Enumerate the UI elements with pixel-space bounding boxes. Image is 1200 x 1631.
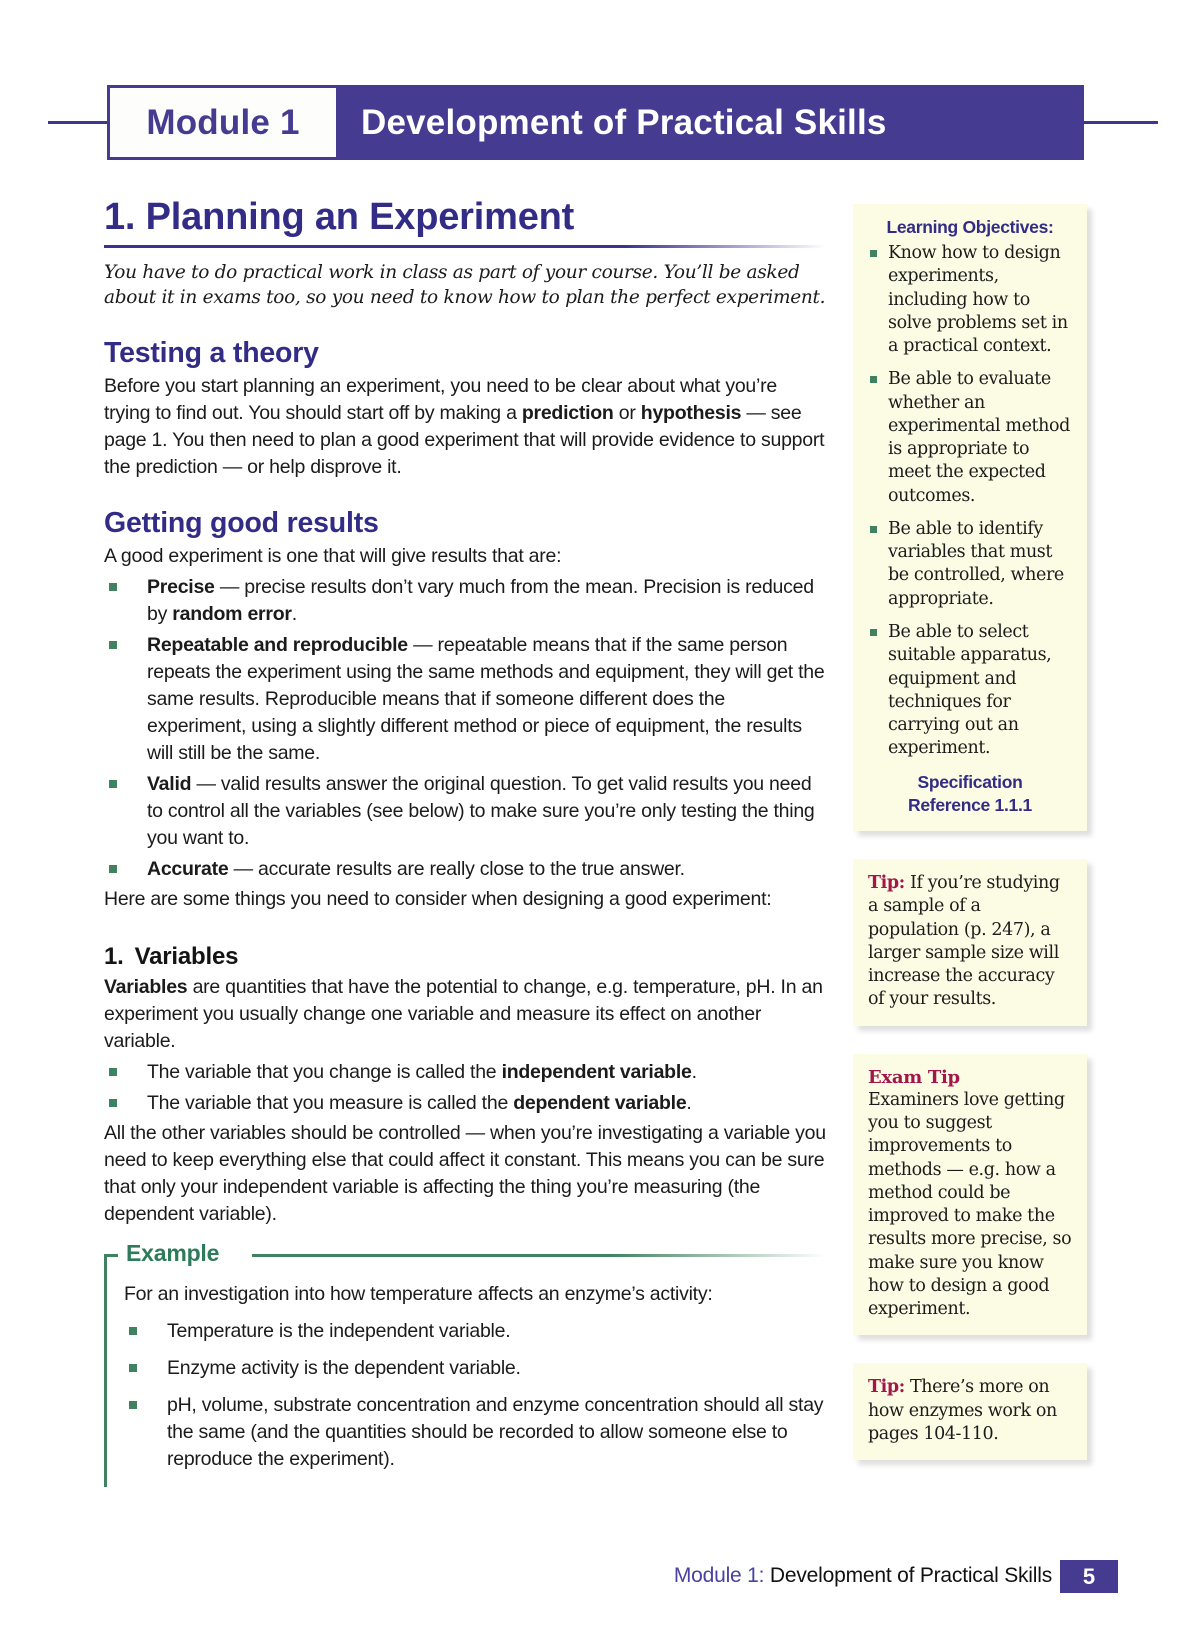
tip-label: Tip: bbox=[868, 873, 905, 894]
list-item: The variable that you measure is called the dependent variable. bbox=[104, 1090, 826, 1117]
exam-tip-heading: Exam Tip bbox=[868, 1066, 960, 1088]
list-item: Precise — precise results don’t vary much from the mean. Precision is reduced by random error. bbox=[104, 574, 826, 628]
example-box-left-border bbox=[104, 1254, 107, 1487]
example-box-header bbox=[104, 1239, 826, 1270]
square-bullet-icon bbox=[129, 1327, 137, 1335]
list-item: The variable that you change is called the independent variable. bbox=[104, 1059, 826, 1086]
page-title-underline bbox=[104, 245, 826, 248]
module-number-label: Module 1 bbox=[107, 85, 339, 160]
main-content-column bbox=[104, 198, 826, 1487]
square-bullet-icon bbox=[109, 865, 117, 873]
variables-paragraph-2: All the other variables should be controlled — when you’re investigating a variable you need to keep everything else that could affect it constant. This means you can be sure that only your independent variable is affecting the thing you’re measuring (the dependent variable). bbox=[104, 1121, 826, 1225]
intro-paragraph: You have to do practical work in class as part of your course. You’ll be asked about it in exams too, so you need to know how to plan the perfect experiment. bbox=[104, 261, 826, 309]
example-bullet-list bbox=[124, 1318, 826, 1473]
example-box-top-rule bbox=[252, 1254, 826, 1257]
list-item: pH, volume, substrate concentration and enzyme concentration should all stay the same (and the quantities should be recorded to allow someone else to reproduce the experiment). bbox=[124, 1392, 826, 1473]
subsection-label: Variables bbox=[134, 942, 239, 970]
module-title-label: Development of Practical Skills bbox=[361, 102, 887, 142]
getting-good-results-lead: A good experiment is one that will give results that are: bbox=[104, 544, 562, 567]
page-number-badge: 5 bbox=[1060, 1560, 1118, 1593]
specification-reference-line-1: Specification bbox=[917, 771, 1023, 792]
example-lead: For an investigation into how temperature affects an enzyme’s activity: bbox=[124, 1282, 713, 1305]
footer-caption bbox=[674, 1564, 1052, 1588]
square-bullet-icon bbox=[870, 376, 877, 383]
header-bar bbox=[107, 85, 1084, 160]
tip-label: Tip: bbox=[868, 1377, 905, 1398]
list-item: Be able to select suitable apparatus, equipment and techniques for carrying out an experiment. bbox=[868, 621, 1072, 761]
list-item: Be able to identify variables that must be controlled, where appropriate. bbox=[868, 518, 1072, 611]
footer-module-label: Module 1: bbox=[673, 1564, 765, 1587]
footer-title-label: Development of Practical Skills bbox=[764, 1564, 1052, 1587]
square-bullet-icon bbox=[109, 583, 117, 591]
square-bullet-icon bbox=[129, 1364, 137, 1372]
list-item: Be able to evaluate whether an experimental method is appropriate to meet the expected outcomes. bbox=[868, 368, 1072, 508]
good-results-bullet-list bbox=[104, 574, 826, 883]
example-box-body bbox=[104, 1270, 826, 1473]
square-bullet-icon bbox=[109, 780, 117, 788]
learning-objectives-title: Learning Objectives: bbox=[886, 217, 1054, 237]
sidebar-column bbox=[853, 204, 1087, 1488]
tip-body: If you’re studying a sample of a population (p. 247), a larger sample size will increase the accuracy of your results. bbox=[868, 873, 1060, 1010]
exam-tip-box bbox=[853, 1054, 1087, 1336]
variables-bullet-list bbox=[104, 1059, 826, 1117]
list-item: Valid — valid results answer the original question. To get valid results you need to control all the variables (see below) to make sure you’re only testing the thing you want to. bbox=[104, 771, 826, 852]
square-bullet-icon bbox=[109, 1068, 117, 1076]
square-bullet-icon bbox=[870, 250, 877, 257]
tip-box-sample-size-text bbox=[868, 872, 1072, 1012]
exam-tip-text: Examiners love getting you to suggest improvements to methods — e.g. how a method could be improved to make the results more precise, so make sure you know how to design a good experiment. bbox=[868, 1089, 1072, 1320]
list-item: Enzyme activity is the dependent variable. bbox=[124, 1355, 826, 1382]
page-title: 1. Planning an Experiment bbox=[104, 196, 575, 238]
section-heading-getting-good-results: Getting good results bbox=[104, 506, 379, 539]
tip-box-enzymes-text bbox=[868, 1376, 1072, 1446]
tip-box-enzymes bbox=[853, 1363, 1087, 1460]
tip-body: There’s more on how enzymes work on pages 104-110. bbox=[868, 1377, 1057, 1444]
learning-objectives-list bbox=[868, 242, 1072, 761]
subsection-number: 1. bbox=[104, 942, 124, 970]
list-item: Temperature is the independent variable. bbox=[124, 1318, 826, 1345]
square-bullet-icon bbox=[870, 526, 877, 533]
example-box-corner-stub bbox=[104, 1254, 118, 1257]
square-bullet-icon bbox=[870, 629, 877, 636]
list-item: Know how to design experiments, including how to solve problems set in a practical context. bbox=[868, 242, 1072, 358]
tip-box-sample-size bbox=[853, 859, 1087, 1026]
specification-reference bbox=[868, 771, 1072, 818]
list-item: Accurate — accurate results are really close to the true answer. bbox=[104, 856, 826, 883]
learning-objectives-box bbox=[853, 204, 1087, 831]
specification-reference-line-2: Reference 1.1.1 bbox=[908, 794, 1032, 815]
example-box-label: Example bbox=[122, 1240, 226, 1267]
variables-paragraph-1: Variables are quantities that have the potential to change, e.g. temperature, pH. In an experiment you usually change one variable and measure its effect on another variable. bbox=[104, 975, 823, 1052]
getting-good-results-closing: Here are some things you need to consider when designing a good experiment: bbox=[104, 887, 772, 910]
page-footer bbox=[0, 1560, 1200, 1600]
example-box bbox=[104, 1239, 826, 1487]
testing-a-theory-paragraph: Before you start planning an experiment, you need to be clear about what you’re trying to find out. You should start off by making a prediction or hypothesis — see page 1. You then need to plan a good experiment that will provide evidence to support the prediction — or help disprove it. bbox=[104, 374, 825, 478]
section-heading-testing-a-theory: Testing a theory bbox=[104, 336, 319, 369]
page-header-banner bbox=[0, 85, 1200, 161]
square-bullet-icon bbox=[129, 1401, 137, 1409]
list-item: Repeatable and reproducible — repeatable means that if the same person repeats the experiment using the same methods and equipment, they will get the same results. Reproducible means that if someone different does the experiment, using a slightly different method or piece of equipment, the results will still be the same. bbox=[104, 632, 826, 767]
subsection-heading-variables bbox=[104, 943, 826, 971]
square-bullet-icon bbox=[109, 1099, 117, 1107]
square-bullet-icon bbox=[109, 641, 117, 649]
